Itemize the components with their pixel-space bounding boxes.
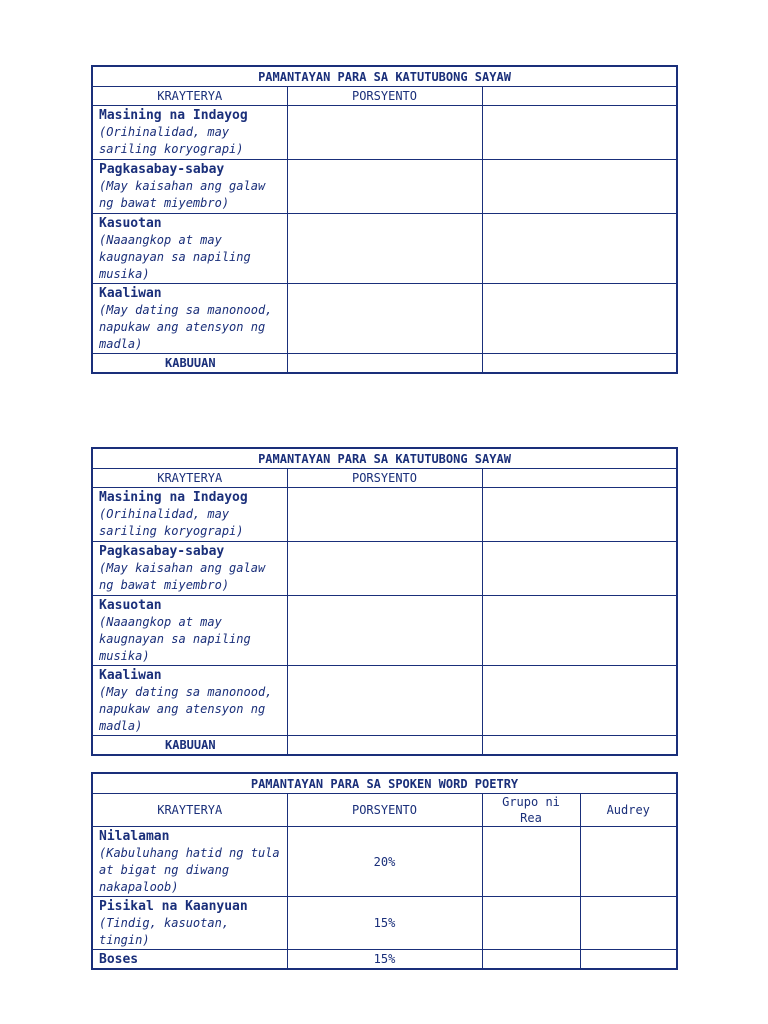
criterion-cell	[92, 160, 287, 214]
criterion-cell	[92, 666, 287, 736]
score-cell-audrey[interactable]	[580, 897, 677, 950]
total-percent-cell[interactable]	[287, 736, 482, 756]
percent-cell[interactable]	[287, 596, 482, 666]
criterion-name: Kaaliwan	[99, 286, 162, 301]
percent-cell[interactable]	[287, 214, 482, 284]
criterion-description: (May kaisahan ang galaw ng bawat miyembro)	[99, 179, 266, 210]
criterion-name: Pagkasabay-sabay	[99, 162, 225, 177]
criterion-cell	[92, 950, 287, 970]
score-cell[interactable]	[482, 488, 677, 542]
criterion-cell	[92, 284, 287, 354]
total-label: KABUUAN	[92, 736, 287, 756]
header-criteria: KRAYTERYA	[92, 469, 287, 488]
score-cell[interactable]	[482, 596, 677, 666]
score-cell[interactable]	[482, 284, 677, 354]
criterion-name: Pagkasabay-sabay	[99, 544, 225, 559]
total-label: KABUUAN	[92, 354, 287, 374]
total-score-cell[interactable]	[482, 354, 677, 374]
criterion-name: Kasuotan	[99, 598, 162, 613]
percent-value: 15%	[287, 950, 482, 970]
table-title: PAMANTAYAN PARA SA KATUTUBONG SAYAW	[92, 448, 677, 469]
header-percent: PORSYENTO	[287, 87, 482, 106]
score-cell-rea[interactable]	[482, 897, 580, 950]
criterion-cell	[92, 106, 287, 160]
criterion-cell	[92, 596, 287, 666]
criterion-name: Boses	[99, 952, 139, 967]
header-blank	[482, 87, 677, 106]
criterion-name: Nilalaman	[99, 829, 170, 844]
percent-cell[interactable]	[287, 160, 482, 214]
table-title: PAMANTAYAN PARA SA SPOKEN WORD POETRY	[92, 773, 677, 794]
criterion-description: (May dating sa manonood, napukaw ang atensyon ng madla)	[99, 685, 273, 733]
criterion-cell	[92, 827, 287, 897]
percent-cell[interactable]	[287, 542, 482, 596]
criterion-name: Masining na Indayog	[99, 108, 248, 123]
percent-value: 20%	[287, 827, 482, 897]
criterion-description: (May dating sa manonood, napukaw ang atensyon ng madla)	[99, 303, 273, 351]
criterion-cell	[92, 542, 287, 596]
rubric-table-spoken-word	[91, 772, 678, 970]
criterion-name: Kasuotan	[99, 216, 162, 231]
criterion-cell	[92, 897, 287, 950]
header-percent: PORSYENTO	[287, 469, 482, 488]
score-cell[interactable]	[482, 214, 677, 284]
criterion-name: Pisikal na Kaanyuan	[99, 899, 248, 914]
score-cell-audrey[interactable]	[580, 950, 677, 970]
score-cell[interactable]	[482, 542, 677, 596]
criterion-cell	[92, 214, 287, 284]
percent-value: 15%	[287, 897, 482, 950]
criterion-description: (May kaisahan ang galaw ng bawat miyembro)	[99, 561, 266, 592]
percent-cell[interactable]	[287, 488, 482, 542]
criterion-name: Masining na Indayog	[99, 490, 248, 505]
rubric-table-folk-dance-2	[91, 447, 678, 756]
header-criteria: KRAYTERYA	[92, 794, 287, 827]
percent-cell[interactable]	[287, 284, 482, 354]
header-group-audrey: Audrey	[580, 794, 677, 827]
criterion-description: (Orihinalidad, may sariling koryograpi)	[99, 125, 244, 156]
criterion-cell	[92, 488, 287, 542]
score-cell[interactable]	[482, 666, 677, 736]
criterion-name: Kaaliwan	[99, 668, 162, 683]
score-cell[interactable]	[482, 160, 677, 214]
score-cell[interactable]	[482, 106, 677, 160]
score-cell-audrey[interactable]	[580, 827, 677, 897]
criterion-description: (Kabuluhang hatid ng tula at bigat ng diwang nakapaloob)	[99, 846, 280, 894]
header-blank	[482, 469, 677, 488]
table-title: PAMANTAYAN PARA SA KATUTUBONG SAYAW	[92, 66, 677, 87]
percent-cell[interactable]	[287, 666, 482, 736]
header-percent: PORSYENTO	[287, 794, 482, 827]
score-cell-rea[interactable]	[482, 950, 580, 970]
percent-cell[interactable]	[287, 106, 482, 160]
rubric-table-folk-dance-1	[91, 65, 678, 374]
total-score-cell[interactable]	[482, 736, 677, 756]
criterion-description: (Orihinalidad, may sariling koryograpi)	[99, 507, 244, 538]
header-group-rea: Grupo ni Rea	[482, 794, 580, 827]
criterion-description: (Naaangkop at may kaugnayan sa napiling musika)	[99, 233, 251, 281]
criterion-description: (Tindig, kasuotan, tingin)	[99, 916, 230, 947]
criterion-description: (Naaangkop at may kaugnayan sa napiling musika)	[99, 615, 251, 663]
header-criteria: KRAYTERYA	[92, 87, 287, 106]
total-percent-cell[interactable]	[287, 354, 482, 374]
score-cell-rea[interactable]	[482, 827, 580, 897]
